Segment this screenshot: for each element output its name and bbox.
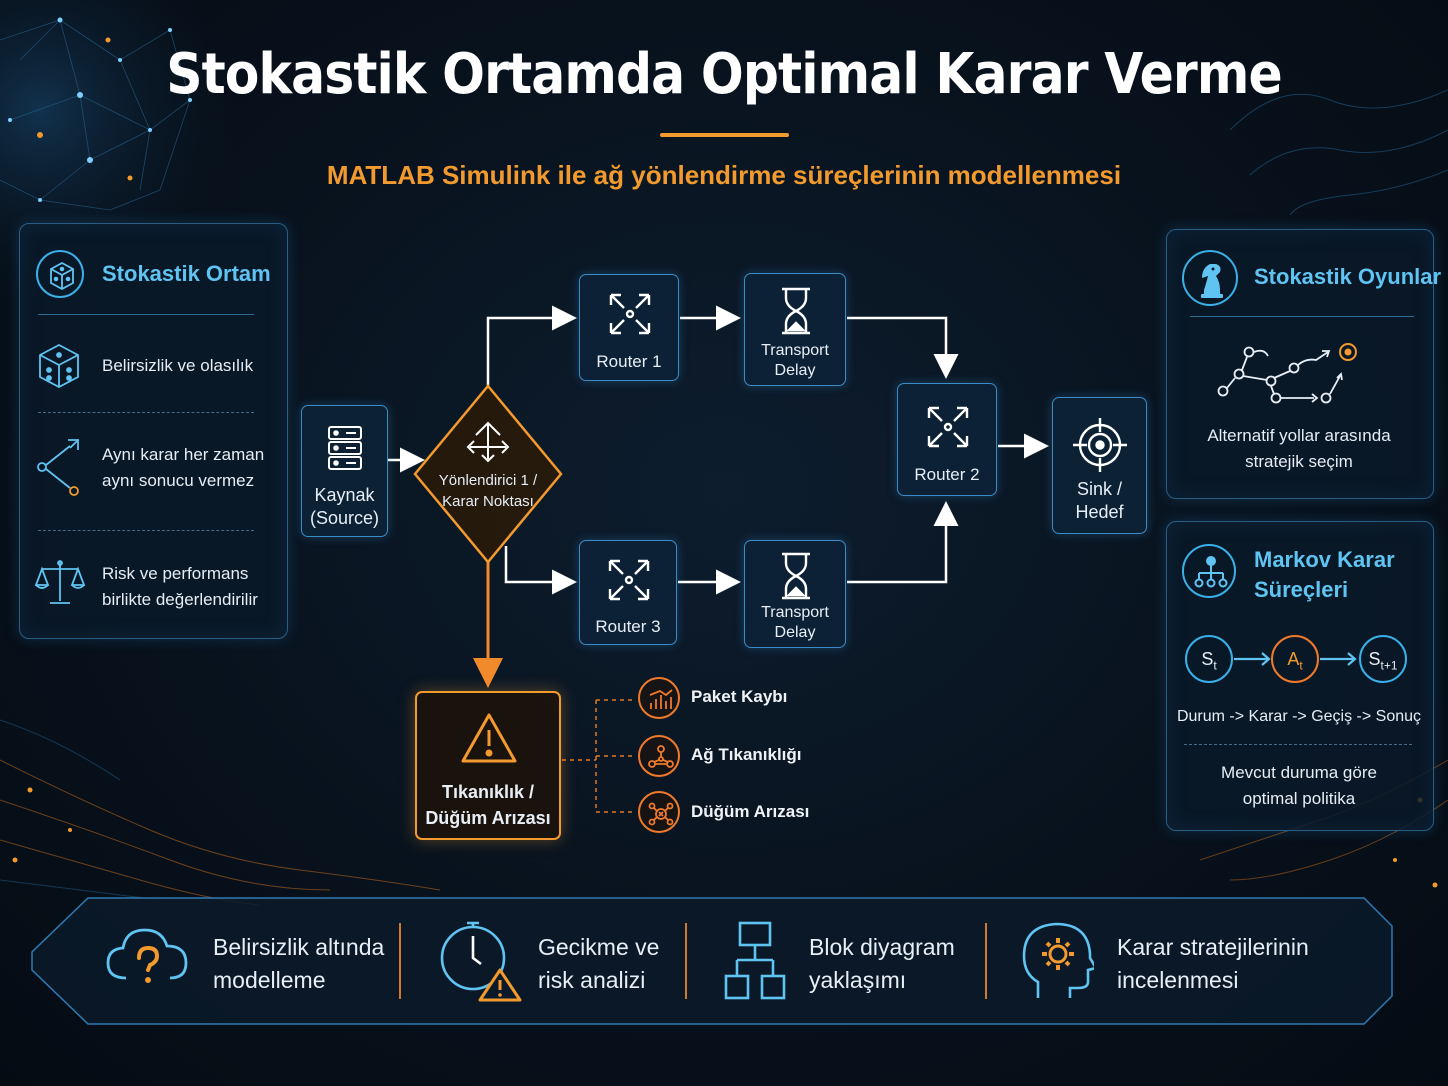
bottom-item-2-text <box>538 931 659 997</box>
mdp-action-sub: t <box>1299 658 1303 673</box>
router-3-label: Router 3 <box>595 617 661 636</box>
left-item-2-line-2: aynı sonucu vermez <box>102 471 255 490</box>
mdp-state-sub: t <box>1213 658 1217 673</box>
outcome-network-congestion: Ağ Tıkanıklığı <box>691 745 802 764</box>
bottom-item-1-line-1: Belirsizlik altında <box>213 934 385 960</box>
bottom-item-3-text <box>809 931 955 997</box>
clock-warning-icon <box>437 918 523 1002</box>
mdp-next-base: S <box>1368 649 1381 669</box>
failure-label-line-1: Tıkanıklık / <box>441 782 535 802</box>
right-top-line-2: stratejik seçim <box>1245 452 1353 471</box>
delay-bottom-line-1: Transport <box>761 604 829 621</box>
bottom-item-4-text <box>1117 931 1309 997</box>
delay-bottom-line-2: Delay <box>774 624 816 641</box>
right-bottom-line-2: optimal politika <box>1242 789 1356 808</box>
outcome-packet-loss: Paket Kaybı <box>691 687 788 706</box>
left-item-3-line-2: birlikte değerlendirilir <box>102 590 258 609</box>
bottom-divider-1 <box>399 923 401 999</box>
right-top-line-1: Alternatif yollar arasında <box>1207 426 1391 445</box>
sink-label-line-2: Hedef <box>1075 502 1124 522</box>
mdp-state-base: S <box>1201 649 1214 669</box>
head-gear-icon <box>1020 918 1094 1002</box>
bottom-item-1-text <box>213 931 384 997</box>
router-2-label: Router 2 <box>914 465 980 484</box>
decision-label-line-1: Yönlendirici 1 / <box>438 472 538 489</box>
bottom-divider-2 <box>685 923 687 999</box>
router-1-label: Router 1 <box>596 352 662 371</box>
bottom-divider-3 <box>985 923 987 999</box>
bottom-item-2-line-1: Gecikme ve <box>538 934 660 960</box>
sink-label-line-1: Sink / <box>1076 479 1123 499</box>
bottom-item-3-line-2: yaklaşımı <box>809 967 907 993</box>
outcome-node-failure: Düğüm Arızası <box>691 802 810 821</box>
left-item-1-line: Belirsizlik ve olasılık <box>102 356 254 375</box>
left-item-3-line-1: Risk ve performans <box>102 564 249 583</box>
page-subtitle: MATLAB Simulink ile ağ yönlendirme süreçlerinin modellenmesi <box>326 160 1122 190</box>
mdp-flow-text: Durum -> Karar -> Geçiş -> Sonuç <box>1176 708 1422 725</box>
cloud-question-icon <box>104 922 190 996</box>
bottom-item-4-line-2: incelenmesi <box>1117 967 1239 993</box>
bottom-item-2-line-2: risk analizi <box>538 967 646 993</box>
right-bottom-line-1: Mevcut duruma göre <box>1221 763 1377 782</box>
bottom-item-1-line-2: modelleme <box>213 967 326 993</box>
mdp-action-base: A <box>1287 649 1300 669</box>
source-label-line-2: (Source) <box>309 508 380 528</box>
source-label-line-1: Kaynak <box>314 485 375 505</box>
right-bottom-heading-line-1: Markov Karar <box>1254 547 1395 572</box>
delay-top-line-1: Transport <box>761 342 829 359</box>
delay-top-line-2: Delay <box>774 362 816 379</box>
right-top-heading: Stokastik Oyunlar <box>1254 264 1442 289</box>
right-bottom-heading-line-2: Süreçleri <box>1254 577 1349 602</box>
mdp-next-sub: t+1 <box>1380 658 1398 673</box>
failure-label-line-2: Düğüm Arızası <box>425 808 551 828</box>
block-diagram-icon <box>722 920 788 1002</box>
bottom-item-4-line-1: Karar stratejilerinin <box>1117 934 1309 960</box>
left-panel-heading: Stokastik Ortam <box>102 261 271 286</box>
page-title: Stokastik Ortamda Optimal Karar Verme <box>166 42 1282 107</box>
decision-label-line-2: Karar Noktası <box>442 493 534 510</box>
left-item-2-line-1: Aynı karar her zaman <box>102 445 265 464</box>
bottom-item-3-line-1: Blok diyagram <box>809 934 955 960</box>
